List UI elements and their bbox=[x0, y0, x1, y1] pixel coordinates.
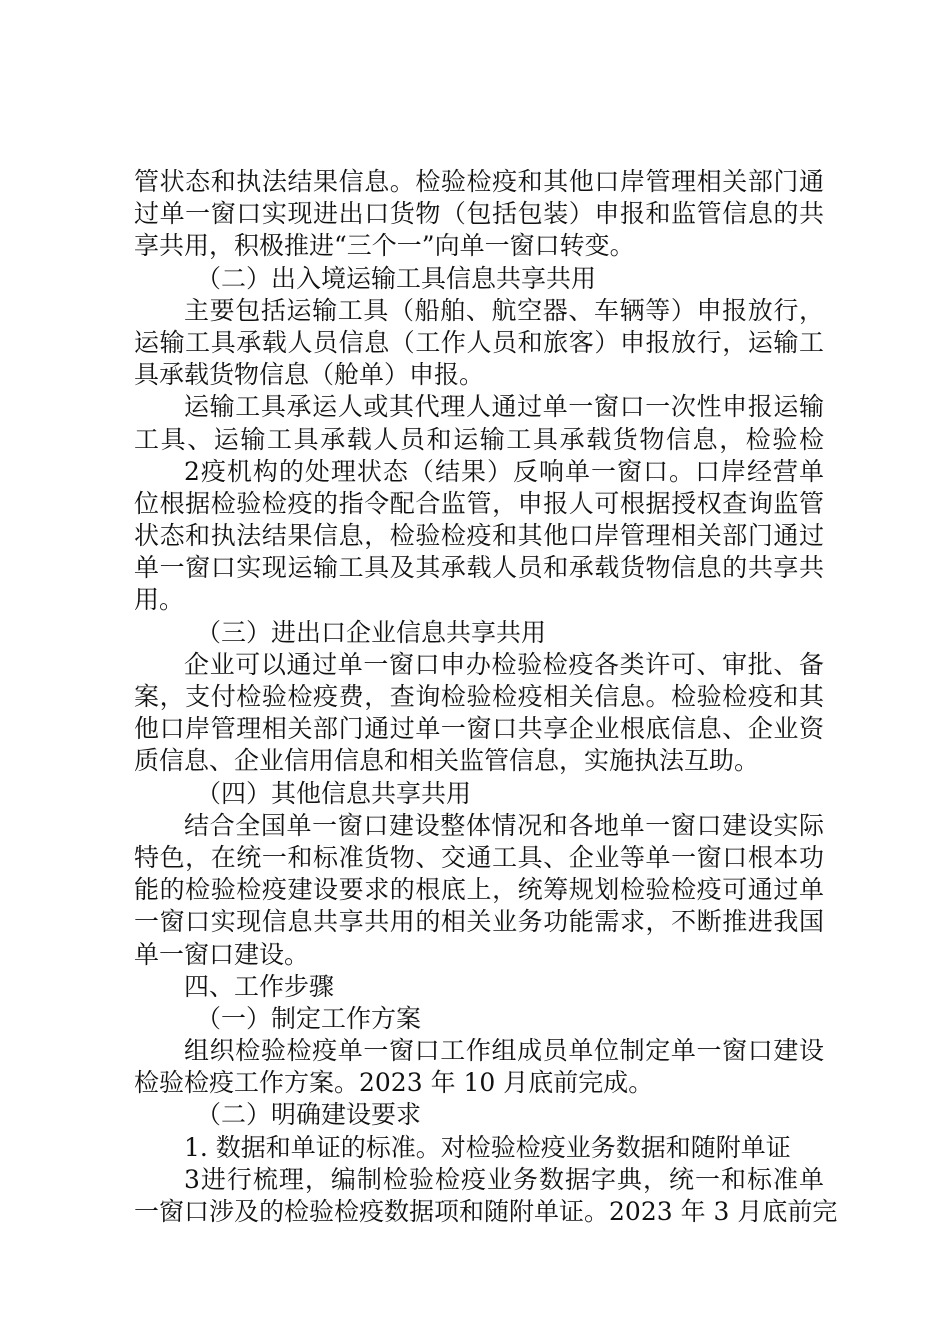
section-heading: （三）进出口企业信息共享共用 bbox=[196, 617, 547, 647]
paragraph-first-line: 组织检验检疫单一窗口工作组成员单位制定单一窗口建设 bbox=[184, 1036, 824, 1066]
text-line: 单一窗口建设。 bbox=[134, 939, 310, 969]
text-line: 位根据检验检疫的指令配合监管，申报人可根据授权查询监管 bbox=[134, 488, 824, 518]
text-line: 具承载货物信息（舱单）申报。 bbox=[134, 360, 485, 390]
subsection-heading: （二）明确建设要求 bbox=[196, 1100, 422, 1130]
text-line: 工具、运输工具承载人员和运输工具承载货物信息，检验检 bbox=[134, 424, 824, 454]
text-line: 一窗口实现信息共享共用的相关业务功能需求，不断推进我国 bbox=[134, 907, 824, 937]
text-line: 一窗口涉及的检验检疫数据项和随附单证。2023 年 3 月底前完 bbox=[134, 1197, 838, 1226]
text-line-with-page-number: 3进行梳理，编制检验检疫业务数据字典，统一和标准单 bbox=[184, 1164, 824, 1194]
text-line: 他口岸管理相关部门通过单一窗口共享企业根底信息、企业资 bbox=[134, 714, 824, 744]
text-line: 用。 bbox=[134, 585, 185, 615]
text-line: 能的检验检疫建设要求的根底上，统筹规划检验检疫可通过单 bbox=[134, 875, 824, 905]
paragraph-first-line: 1. 数据和单证的标准。对检验检疫业务数据和随附单证 bbox=[184, 1132, 791, 1162]
text-line-with-page-number: 2疫机构的处理状态（结果）反响单一窗口。口岸经营单 bbox=[184, 456, 824, 486]
text-line: 过单一窗口实现进出口货物（包括包装）申报和监管信息的共 bbox=[134, 199, 824, 229]
paragraph-first-line: 企业可以通过单一窗口申办检验检疫各类许可、审批、备 bbox=[184, 649, 824, 679]
subsection-heading: （一）制定工作方案 bbox=[196, 1003, 422, 1033]
text-line: 享共用，积极推进“三个一”向单一窗口转变。 bbox=[134, 231, 635, 261]
text-line: 单一窗口实现运输工具及其承载人员和承载货物信息的共享共 bbox=[134, 553, 824, 583]
text-line: 管状态和执法结果信息。检验检疫和其他口岸管理相关部门通 bbox=[134, 167, 824, 196]
section-heading: 四、工作步骤 bbox=[184, 971, 335, 1001]
section-heading: （二）出入境运输工具信息共享共用 bbox=[196, 263, 597, 293]
text-line: 质信息、企业信用信息和相关监管信息，实施执法互助。 bbox=[134, 746, 760, 776]
text-line: 特色，在统一和标准货物、交通工具、企业等单一窗口根本功 bbox=[134, 842, 824, 872]
paragraph-first-line: 结合全国单一窗口建设整体情况和各地单一窗口建设实际 bbox=[184, 810, 824, 840]
paragraph-first-line: 主要包括运输工具（船舶、航空器、车辆等）申报放行， bbox=[184, 295, 824, 325]
document-body bbox=[134, 166, 838, 1228]
text-line: 状态和执法结果信息，检验检疫和其他口岸管理相关部门通过 bbox=[134, 521, 824, 551]
text-line: 案，支付检验检疫费，查询检验检疫相关信息。检验检疫和其 bbox=[134, 682, 824, 711]
text-line: 运输工具承载人员信息（工作人员和旅客）申报放行，运输工 bbox=[134, 327, 824, 357]
paragraph-first-line: 运输工具承运人或其代理人通过单一窗口一次性申报运输 bbox=[184, 392, 824, 422]
section-heading: （四）其他信息共享共用 bbox=[196, 778, 472, 808]
text-line: 检验检疫工作方案。2023 年 10 月底前完成。 bbox=[134, 1068, 654, 1098]
